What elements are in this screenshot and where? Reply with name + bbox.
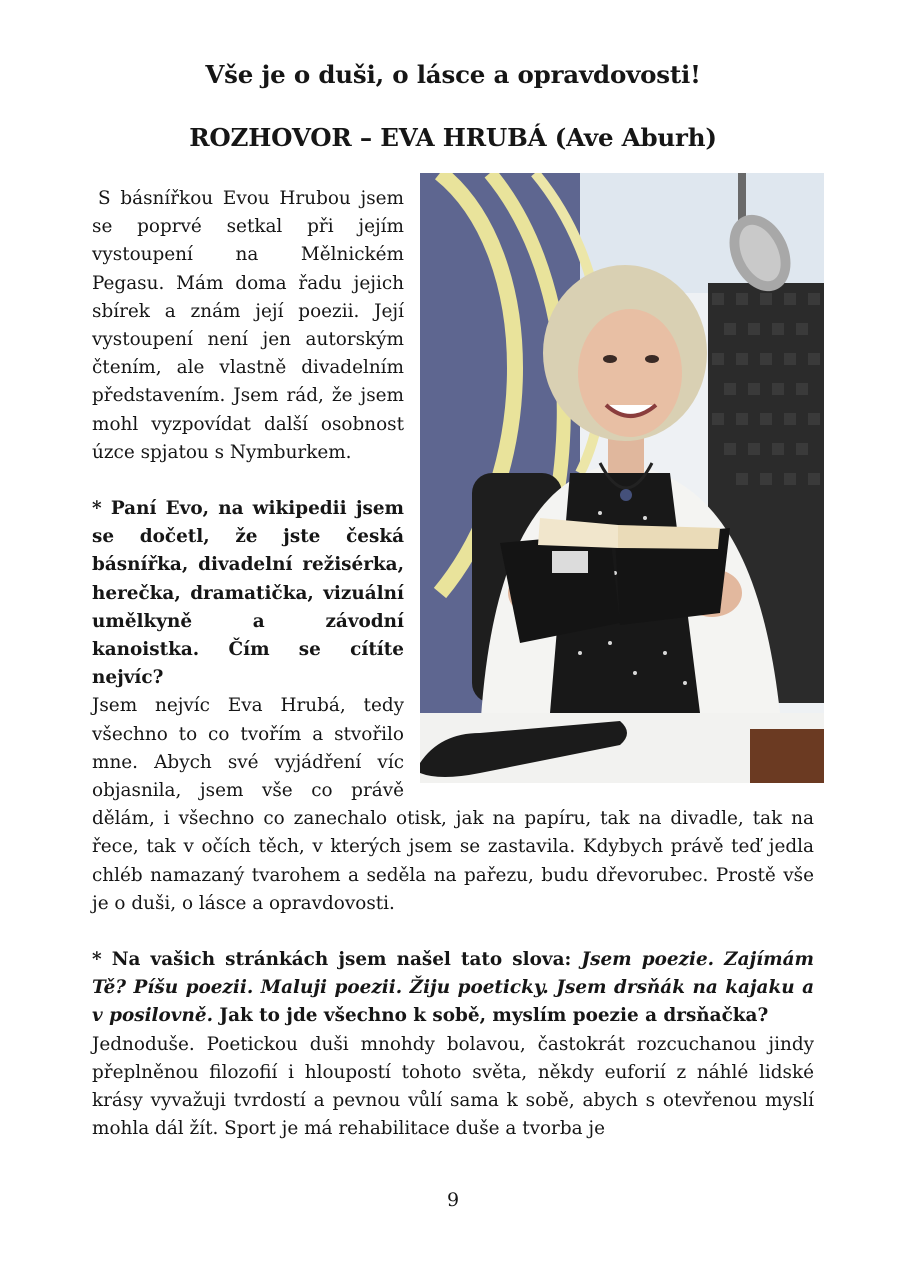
question-1: * Paní Evo, na wikipedii jsem se dočetl, že jste česká básnířka, divadelní režisérka, herečka, dramatička, vizuální umělkyně a závodní kanoistka. Čím se cítíte nejvíc?: [92, 498, 404, 689]
intro-paragraph: S básnířkou Evou Hrubou jsem se poprvé setkal při jejím vystoupení na Mělnickém Pegasu. Mám doma řadu jejich sbírek a znám její poezii. Její vystoupení není jen autorským čtením, ale vlastně divadelním představením. Jsem rád, že jsem mohl vyzpovídat další osobnost úzce spjatou s Nymburkem.: [92, 188, 404, 463]
page-title: Vše je o duši, o lásce a opravdovosti!: [205, 60, 701, 89]
answer-1: Jsem nejvíc Eva Hrubá, tedy všechno to co tvořím a stvořilo mne. Abych své vyjádření víc objasnila, jsem vše co právě dělám, i všechno co zanechalo otisk, jak na papíru, tak na divadle, tak na řece, tak v očích těch, v kterých jsem se zastavila. Kdybych právě teď jedla chléb namazaný tvarohem a seděla na pařezu, budu dřevorubec. Prostě vše je o duši, o lásce a opravdovosti.: [92, 695, 814, 914]
photo-eva-hruba-reading: [420, 173, 824, 783]
question-2-tail: Jak to jde všechno k sobě, myslím poezie a drsňačka?: [212, 1005, 769, 1027]
page-number: 9: [446, 1189, 460, 1211]
article-body: [92, 185, 814, 1144]
answer-2: Jednoduše. Poetickou duši mnohdy bolavou, častokrát rozcuchanou jindy přeplněnou filozofií i hloupostí tohoto světa, někdy euforií z náhlé lidské krásy vyvažuji tvrdostí a pevnou vůlí sama k sobě, abych s otevřenou myslí mohla dál žít. Sport je má rehabilitace duše a tvorba je: [92, 1033, 814, 1140]
question-2-quote: Jsem poezie. Zajímám Tě? Píšu poezii. Maluji poezii. Žiju poeticky. Jsem drsňák na kajaku a v posilovně.: [92, 949, 815, 1027]
question-2-lead: * Na vašich stránkách jsem našel tato slova:: [92, 949, 582, 971]
interview-photo: [420, 173, 824, 783]
interview-subtitle: ROZHOVOR – EVA HRUBÁ (Ave Aburh): [189, 123, 717, 152]
question-2: [92, 946, 814, 1031]
